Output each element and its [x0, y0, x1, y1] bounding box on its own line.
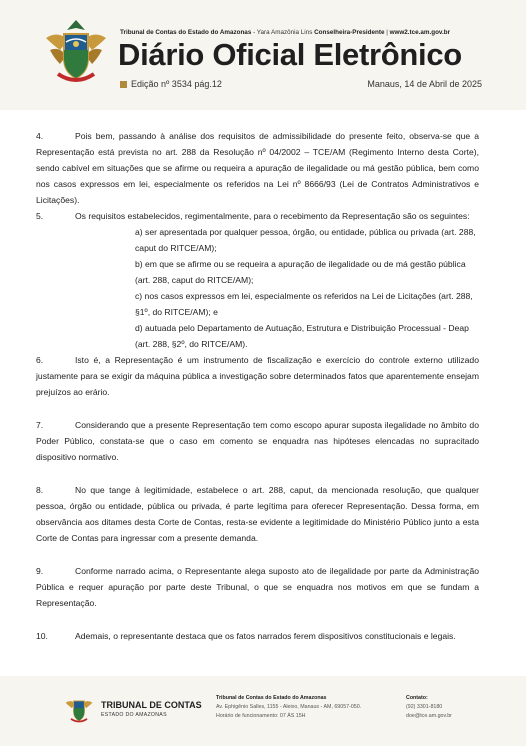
footer-address-block [216, 694, 406, 721]
tce-coat-of-arms-icon [38, 16, 114, 88]
paragraph-4: 4. Pois bem, passando à análise dos requisitos de admissibilidade do presente feito, observa-se que a Representação está prevista no art. 288 da Resolução nº 04/2002 – TCE/AM (Regimento Interno desta Corte), sendo cabível em situações que se afirme ou requeira a apuração de ilegalidade ou má gestão pública, bem como nos casos expressos em lei, especialmente os referidos na Lei nº 8666/93 (Lei de Contratos Administrativos e Licitações). [36, 131, 479, 205]
list-item: d) autuada pelo Departamento de Autuação, Estrutura e Distribuição Processual - Deap (art. 288, §2º, do RITCE/AM). [135, 323, 469, 349]
edition-info: Edição nº 3534 pág.12 [120, 79, 222, 89]
footer-address: Av. Ephigênio Salles, 1155 - Aleixo, Manaus - AM, 69057-050. [216, 704, 362, 710]
paragraph-6: 6. Isto é, a Representação é um instrumento de fiscalização e exercício do controle externo utilizado justamente para se exigir da máquina pública a investigação sobre determinados fatos que aparentemente ensejam prejuízos ao erário. [36, 355, 479, 397]
square-bullet-icon [120, 81, 127, 88]
footer-contact-label: Contato: [406, 695, 428, 701]
paragraph-8: 8. No que tange à legitimidade, estabelece o art. 288, caput, da mencionada resolução, que qualquer pessoa, órgão ou entidade, pública ou privada, é parte legítima para oferecer Representação. Dessa forma, em observância aos ditames desta Corte de Contas, resta-se evidente a legitimidade do Ministério Público junto a esta Corte de Contas para ingressar com a presente demanda. [36, 485, 479, 543]
footer-phone: (92) 3301-8180 [406, 704, 443, 710]
footer-hours: Horário de funcionamento: 07 ÀS 15H [216, 713, 306, 719]
footer-state: ESTADO DO AMAZONAS [101, 712, 167, 718]
tce-coat-of-arms-icon [62, 692, 96, 726]
paragraph-9: 9. Conforme narrado acima, o Representante alega suposto ato de ilegalidade por parte da Administração Pública e requer apuração por parte deste Tribunal, o que se enquadra nos motivos em que se fundam a Representação. [36, 566, 479, 608]
footer-email[interactable]: doe@tce.am.gov.br [406, 713, 452, 719]
paragraph-10: 10. Ademais, o representante destaca que os fatos narrados ferem dispositivos constitucionais e legais. [36, 631, 456, 641]
list-item: c) nos casos expressos em lei, especialmente os referidos na Lei de Licitações (art. 288, §1º, do RITCE/AM); e [135, 291, 473, 317]
footer-contact-block [406, 694, 506, 721]
requirements-list [135, 224, 479, 352]
header-top-line: Tribunal de Contas do Estado do Amazonas - Yara Amazônia Lins Conselheira-Presidente | www2.tce.am.gov.br [120, 29, 451, 36]
list-item: a) ser apresentada por qualquer pessoa, órgão, ou entidade, pública ou privada (art. 288, caput do RITCE/AM); [135, 227, 476, 253]
footer-org: Tribunal de Contas do Estado do Amazonas [216, 695, 327, 701]
page-title: Diário Oficial Eletrônico [118, 37, 462, 72]
list-item: b) em que se afirme ou se requeira a apuração de ilegalidade ou de má gestão pública (art. 288, caput do RITCE/AM); [135, 259, 466, 285]
paragraph-7: 7. Considerando que a presente Representação tem como escopo apurar suposta ilegalidade no âmbito do Poder Público, constata-se que o caso em comento se enquadra nas hipóteses elencadas no supracitado dispositivo normativo. [36, 420, 479, 462]
header [0, 0, 526, 110]
document-body [36, 128, 479, 644]
publication-date: Manaus, 14 de Abril de 2025 [367, 79, 482, 89]
paragraph-5: 5. Os requisitos estabelecidos, regimentalmente, para o recebimento da Representação são os seguintes: [36, 211, 470, 221]
footer-brand: TRIBUNAL DE CONTAS [101, 700, 202, 710]
footer [0, 676, 526, 746]
